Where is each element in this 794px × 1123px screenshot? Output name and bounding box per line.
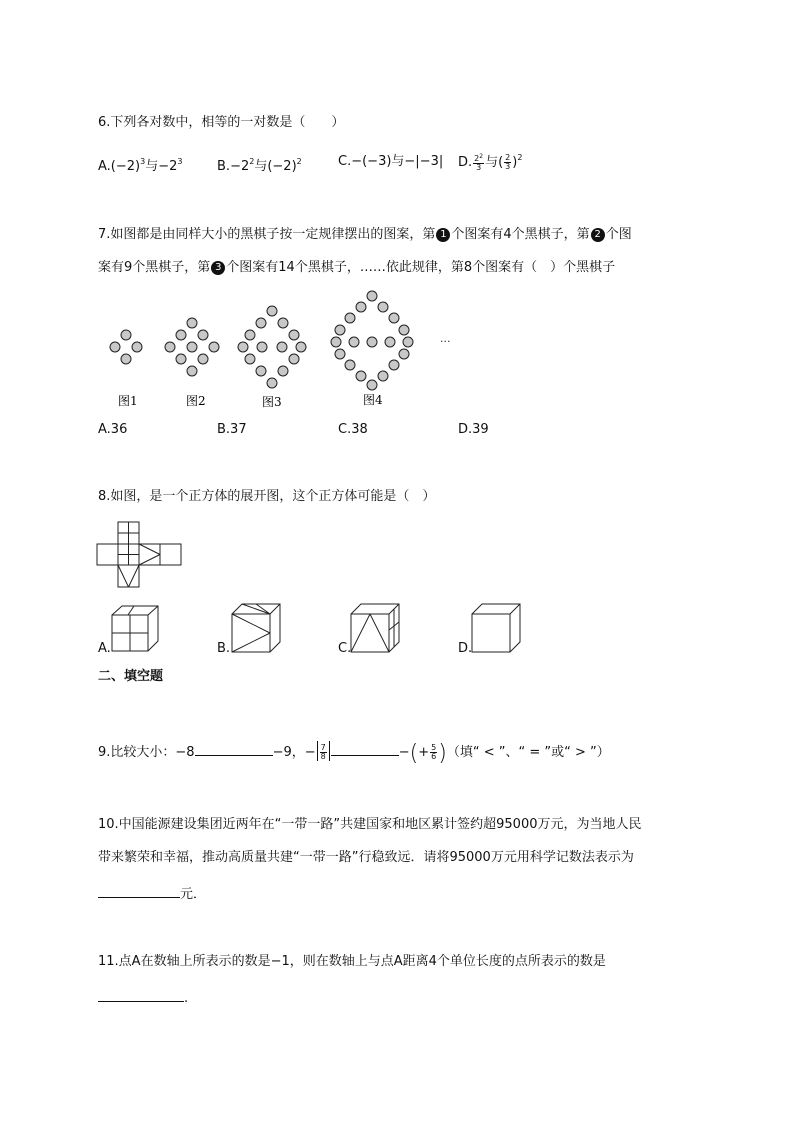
q10-line2: 带来繁荣和幸福，推动高质量共建“一带一路”行稳致远．请将95000万元用科学记数法表示为 — [98, 850, 634, 865]
q7-stem-line2: 案有9个黑棋子，第 3 个图案有14个黑棋子，……依此规律，第8个图案有（ ）个黑棋子 — [98, 260, 616, 275]
answer-blank[interactable] — [195, 743, 273, 756]
q10-line1: 10.中国能源建设集团近两年在“一带一路”共建国家和地区累计签约超95000万元，为当地人民 — [98, 817, 642, 832]
chess-piece — [335, 349, 345, 359]
chess-piece — [187, 342, 197, 352]
q7-ellipsis: ... — [440, 332, 451, 345]
q6-option-a: $A.(-2)^3$与$-2^3$ — [98, 157, 183, 174]
circled-number-2: 2 — [591, 228, 605, 242]
chess-piece — [245, 330, 255, 340]
q8-option-d-cube — [468, 600, 524, 654]
chess-piece — [256, 318, 266, 328]
circled-number-3: 3 — [211, 261, 225, 275]
fig-label-4: 图4 — [363, 393, 383, 407]
section-heading-fill-in: 二、填空题 — [98, 669, 164, 684]
q7-option-d: D.39 — [458, 422, 489, 437]
chess-piece — [296, 342, 306, 352]
chess-piece — [278, 366, 288, 376]
chess-piece — [245, 354, 255, 364]
chess-piece — [110, 342, 120, 352]
q8-option-c-label: C. — [338, 641, 352, 656]
q8-stem: 8.如图，是一个正方体的展开图，这个正方体可能是（ ） — [98, 489, 436, 504]
fig-label-2: 图2 — [186, 394, 206, 408]
chess-piece — [267, 306, 277, 316]
chess-piece — [403, 337, 413, 347]
chess-piece — [176, 354, 186, 364]
chess-piece — [385, 337, 395, 347]
fig-label-3: 图3 — [262, 395, 282, 409]
chess-piece — [378, 371, 388, 381]
q10-line3: 元． — [98, 885, 206, 904]
chess-piece — [356, 302, 366, 312]
answer-blank[interactable] — [98, 989, 184, 1002]
chess-piece — [187, 366, 197, 376]
chess-piece — [198, 330, 208, 340]
chess-piece — [289, 330, 299, 340]
chess-piece — [389, 360, 399, 370]
q8-option-a-cube — [108, 603, 164, 653]
circled-number-1: 1 — [436, 228, 450, 242]
q8-option-a-label: A. — [98, 641, 111, 656]
answer-blank[interactable] — [331, 743, 399, 756]
q6-option-b: $B.-2^2$与$(-2)^2$ — [217, 157, 302, 174]
q6-option-c: C.−(−3)与−|−3| — [338, 154, 444, 169]
q9-compare: 9.比较大小：−8 −9，− $\frac{7}{8}$ −(+ $\frac{5}{6}$ )（填“ < ”、“ = ”或“ > ”） — [98, 741, 610, 766]
q8-option-b-label: B. — [217, 641, 231, 656]
chess-piece — [378, 302, 388, 312]
q7-stem-line1: 7.如图都是由同样大小的黑棋子按一定规律摆出的图案，第 1 个图案有4个黑棋子，第 2 个图 — [98, 227, 632, 242]
q11-line2: . — [98, 989, 188, 1008]
chess-piece — [335, 325, 345, 335]
q7-option-b: B.37 — [217, 422, 247, 437]
chess-piece — [121, 330, 131, 340]
chess-piece — [257, 342, 267, 352]
chess-piece — [121, 354, 131, 364]
q8-option-b-cube — [228, 600, 284, 654]
q7-pattern-figures — [0, 285, 794, 415]
chess-piece — [132, 342, 142, 352]
q7-option-c: C.38 — [338, 422, 368, 437]
chess-piece — [277, 342, 287, 352]
q6-option-d: D. $\frac{2^2}{3}$ 与( $\frac{2}{3}$ )$^2$ — [458, 153, 523, 172]
chess-piece — [356, 371, 366, 381]
chess-piece — [349, 337, 359, 347]
q7-option-a: A.36 — [98, 422, 128, 437]
chess-piece — [267, 378, 277, 388]
chess-piece — [256, 366, 266, 376]
chess-piece — [198, 354, 208, 364]
chess-piece — [399, 325, 409, 335]
q8-option-d-label: D. — [458, 641, 473, 656]
chess-piece — [367, 337, 377, 347]
chess-piece — [187, 318, 197, 328]
chess-piece — [209, 342, 219, 352]
chess-piece — [389, 313, 399, 323]
q8-option-c-cube — [347, 600, 403, 654]
chess-piece — [165, 342, 175, 352]
chess-piece — [238, 342, 248, 352]
cube-net-figure — [96, 520, 186, 590]
chess-piece — [176, 330, 186, 340]
chess-piece — [367, 291, 377, 301]
chess-piece — [367, 380, 377, 390]
chess-piece — [345, 313, 355, 323]
chess-piece — [331, 337, 341, 347]
q6-stem: 6.下列各对数中，相等的一对数是（ ） — [98, 115, 345, 130]
chess-piece — [289, 354, 299, 364]
answer-blank[interactable] — [98, 885, 180, 898]
fig-label-1: 图1 — [118, 394, 138, 408]
chess-piece — [278, 318, 288, 328]
q11-line1: 11.点A在数轴上所表示的数是−1，则在数轴上与点A距离4个单位长度的点所表示的数是 — [98, 954, 606, 969]
chess-piece — [345, 360, 355, 370]
chess-piece — [399, 349, 409, 359]
